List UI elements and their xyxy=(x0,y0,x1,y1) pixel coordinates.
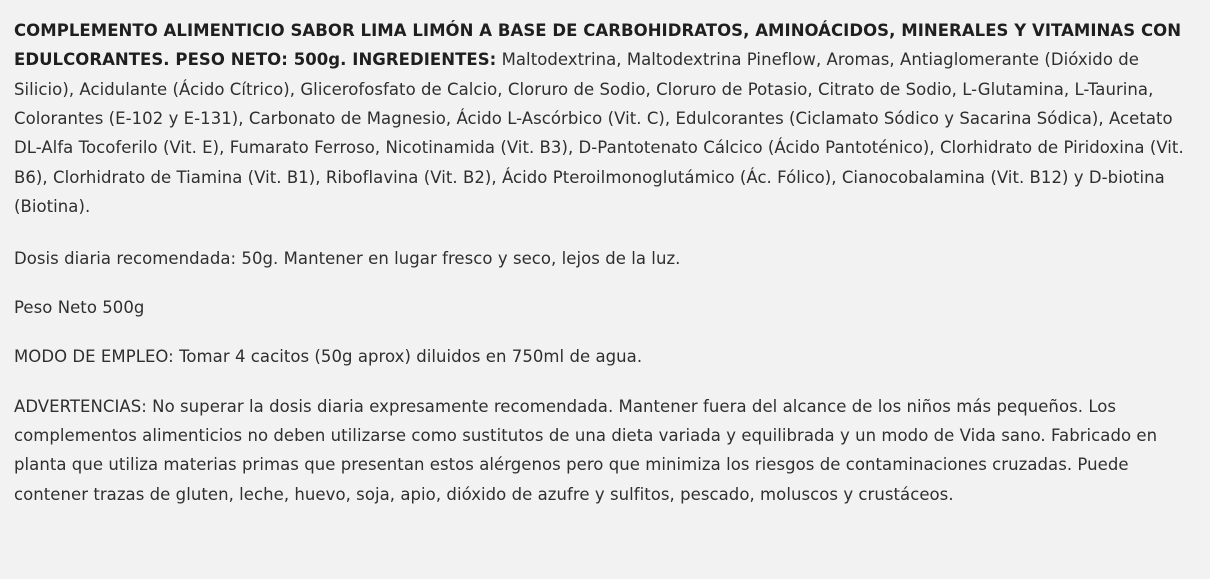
daily-dose-paragraph: Dosis diaria recomendada: 50g. Mantener en lugar fresco y seco, lejos de la luz. xyxy=(14,248,681,268)
usage-instructions-paragraph: MODO DE EMPLEO: Tomar 4 cacitos (50g aprox) diluidos en 750ml de agua. xyxy=(14,347,643,367)
ingredients-paragraph xyxy=(14,16,1196,222)
net-weight-paragraph: Peso Neto 500g xyxy=(14,297,145,317)
warnings-paragraph: ADVERTENCIAS: No superar la dosis diaria expresamente recomendada. Mantener fuera del alcance de los niños más pequeños. Los complementos alimenticios no deben utilizarse como sustitutos de una dieta variada y equilibrada y un modo de Vida sano. Fabricado en planta que utiliza materias primas que presentan estos alérgenos pero que minimiza los riesgos de contaminaciones cruzadas. Puede contener trazas de gluten, leche, huevo, soja, apio, dióxido de azufre y sulfitos, pescado, moluscos y crustáceos. xyxy=(14,396,1158,504)
ingredients-list: Maltodextrina, Maltodextrina Pineflow, Aromas, Antiaglomerante (Dióxido de Silicio), Acidulante (Ácido Cítrico), Glicerofosfato de Calcio, Cloruro de Sodio, Cloruro de Potasio, Citrato de Sodio, L-Glutamina, L-Taurina, Colorantes (E-102 y E-131), Carbonato de Magnesio, Ácido L-Ascórbico (Vit. C), Edulcorantes (Ciclamato Sódico y Sacarina Sódica), Acetato DL-Alfa Tocoferilo (Vit. E), Fumarato Ferroso, Nicotinamida (Vit. B3), D-Pantotenato Cálcico (Ácido Pantoténico), Clorhidrato de Piridoxina (Vit. B6), Clorhidrato de Tiamina (Vit. B1), Riboflavina (Vit. B2), Ácido Pteroilmonoglutámico (Ác. Fólico), Cianocobalamina (Vit. B12) y D-biotina (Biotina). xyxy=(14,50,1184,217)
ingredients-heading: COMPLEMENTO ALIMENTICIO SABOR LIMA LIMÓN A BASE DE CARBOHIDRATOS, AMINOÁCIDOS, MINERALES Y VITAMINAS CON EDULCORANTES. PESO NETO: 500g. INGREDIENTES: xyxy=(14,21,1182,70)
